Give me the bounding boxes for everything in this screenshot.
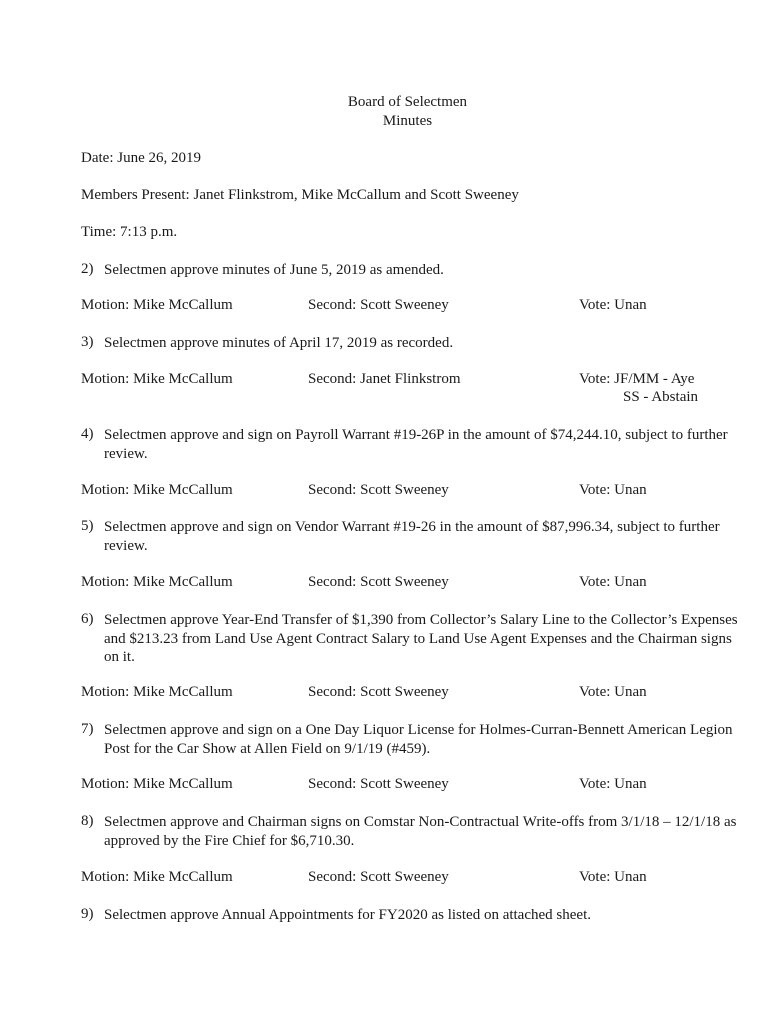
item-text: Selectmen approve and sign on a One Day Liquor License for Holmes-Curran-Bennett American Legion Post for the Car Show at Allen Field on 9/1/19 (#459). <box>104 722 733 757</box>
vote-result: Vote: Unan <box>579 684 647 700</box>
item-text: Selectmen approve Year-End Transfer of $1,390 from Collector’s Salary Line to the Collector’s Expenses and $213.23 from Land Use Agent Contract Salary to Land Use Agent Expenses and the Chairman signs on it. <box>104 612 738 665</box>
motion-by: Motion: Mike McCallum <box>81 684 233 700</box>
meeting-date: Date: June 26, 2019 <box>81 150 201 166</box>
item-number: 3) <box>81 334 94 350</box>
item-text: Selectmen approve and sign on Vendor Warrant #19-26 in the amount of $87,996.34, subject to further review. <box>104 519 720 554</box>
vote-result: Vote: Unan <box>579 776 647 792</box>
vote-result: Vote: Unan <box>579 574 647 590</box>
motion-row <box>81 482 721 522</box>
item-text: Selectmen approve minutes of June 5, 2019 as amended. <box>104 262 444 278</box>
motion-by: Motion: Mike McCallum <box>81 482 233 498</box>
second-by: Second: Janet Flinkstrom <box>308 371 461 387</box>
second-by: Second: Scott Sweeney <box>308 574 449 590</box>
item-text: Selectmen approve minutes of April 17, 2019 as recorded. <box>104 335 454 351</box>
second-by: Second: Scott Sweeney <box>308 684 449 700</box>
second-by: Second: Scott Sweeney <box>308 297 449 313</box>
meeting-time: Time: 7:13 p.m. <box>81 224 178 240</box>
motion-by: Motion: Mike McCallum <box>81 776 233 792</box>
item-text: Selectmen approve Annual Appointments for FY2020 as listed on attached sheet. <box>104 907 591 923</box>
motion-row <box>81 869 721 909</box>
item-number: 9) <box>81 906 94 922</box>
motion-row <box>81 684 721 724</box>
vote-result-abstain: SS - Abstain <box>623 389 699 405</box>
item-text: Selectmen approve and Chairman signs on Comstar Non-Contractual Write-offs from 3/1/18 – 12/1/18 as approved by the Fire Chief for $6,710.30. <box>104 814 737 849</box>
item-number: 8) <box>81 813 94 829</box>
motion-row <box>81 371 721 411</box>
vote-result: Vote: Unan <box>579 297 647 313</box>
item-number: 6) <box>81 611 94 627</box>
second-by: Second: Scott Sweeney <box>308 482 449 498</box>
motion-row <box>81 776 721 816</box>
motion-by: Motion: Mike McCallum <box>81 574 233 590</box>
motion-by: Motion: Mike McCallum <box>81 371 233 387</box>
members-present: Members Present: Janet Flinkstrom, Mike McCallum and Scott Sweeney <box>81 187 519 203</box>
item-number: 5) <box>81 518 94 534</box>
vote-result: Vote: Unan <box>579 482 647 498</box>
item-text: Selectmen approve and sign on Payroll Warrant #19-26P in the amount of $74,244.10, subject to further review. <box>104 427 728 462</box>
document-subtitle: Minutes <box>382 113 433 129</box>
motion-row <box>81 574 721 614</box>
motion-row <box>81 297 721 337</box>
item-number: 4) <box>81 426 94 442</box>
motion-by: Motion: Mike McCallum <box>81 297 233 313</box>
second-by: Second: Scott Sweeney <box>308 869 449 885</box>
motion-by: Motion: Mike McCallum <box>81 869 233 885</box>
item-number: 2) <box>81 261 94 277</box>
item-number: 7) <box>81 721 94 737</box>
document-title: Board of Selectmen <box>347 94 468 110</box>
second-by: Second: Scott Sweeney <box>308 776 449 792</box>
vote-result: Vote: Unan <box>579 869 647 885</box>
vote-result: Vote: JF/MM - Aye <box>579 371 695 387</box>
